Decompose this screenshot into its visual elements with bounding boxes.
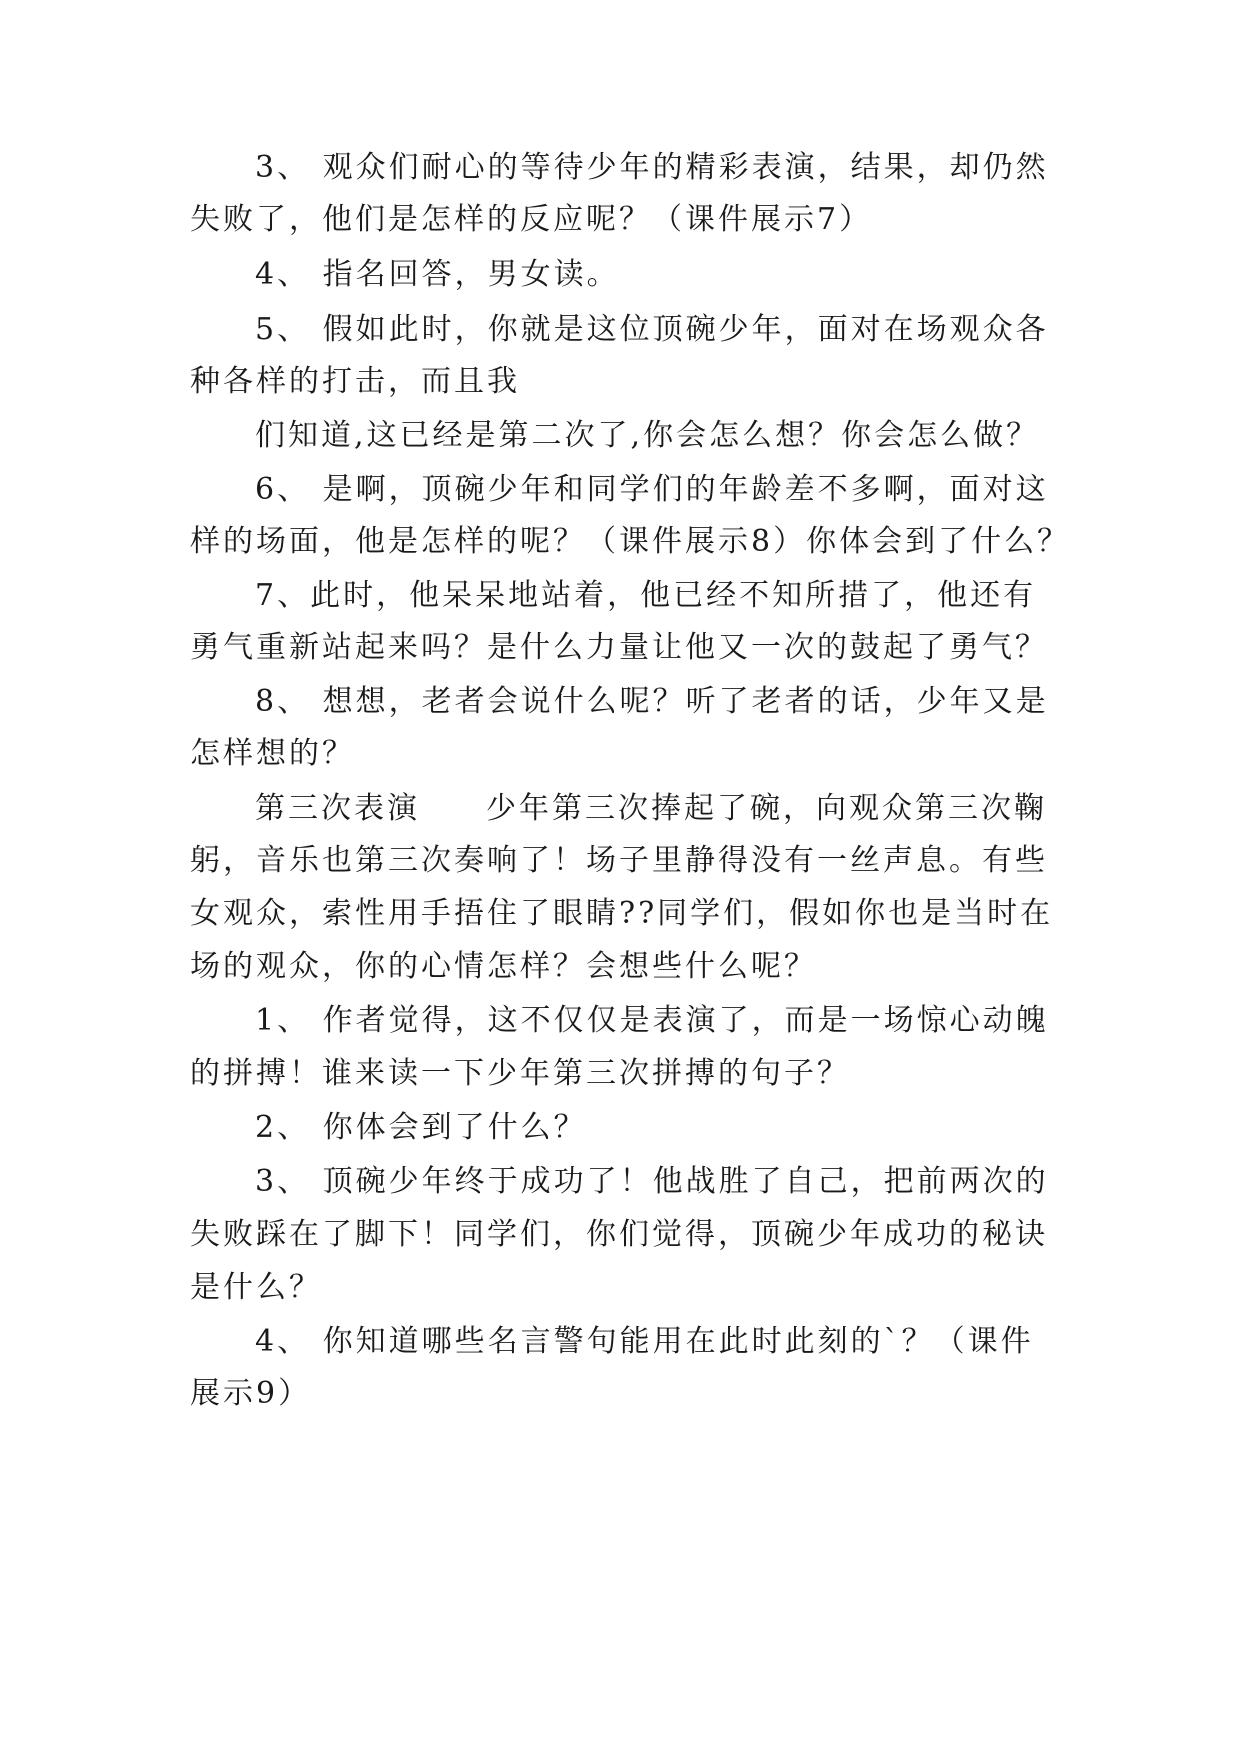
paragraph-line: 女观众，索性用手捂住了眼睛??同学们，假如你也是当时在 [190, 896, 1054, 931]
paragraph-line: 2、 你体会到了什么？ [255, 1110, 587, 1145]
paragraph-line: 3、 观众们耐心的等待少年的精彩表演，结果，却仍然 [255, 150, 1049, 185]
paragraph-line: 们知道,这已经是第二次了,你会怎么想？你会怎么做？ [255, 418, 1040, 453]
paragraph-line: 样的场面，他是怎样的呢？（课件展示8）你体会到了什么？ [190, 524, 1071, 559]
paragraph-line: 7、此时，他呆呆地站着，他已经不知所措了，他还有 [255, 578, 1037, 613]
paragraph-line: 1、 作者觉得，这不仅仅是表演了，而是一场惊心动魄 [255, 1003, 1049, 1038]
paragraph-line: 失败踩在了脚下！同学们，你们觉得，顶碗少年成功的秘诀 [190, 1217, 1048, 1252]
paragraph-line: 勇气重新站起来吗？是什么力量让他又一次的鼓起了勇气？ [190, 630, 1048, 665]
paragraph-line: 4、 你知道哪些名言警句能用在此时此刻的`？（课件 [255, 1324, 1034, 1359]
paragraph-line: 场的观众，你的心情怎样？会想些什么呢？ [190, 949, 817, 984]
paragraph-line: 失败了，他们是怎样的反应呢？（课件展示7） [190, 202, 873, 237]
paragraph-line: 第三次表演 少年第三次捧起了碗，向观众第三次鞠 [255, 791, 1047, 826]
paragraph-line: 怎样想的？ [190, 736, 355, 771]
paragraph-line: 是什么？ [190, 1270, 322, 1305]
paragraph-line: 3、 顶碗少年终于成功了！他战胜了自己，把前两次的 [255, 1164, 1049, 1199]
paragraph-line: 躬，音乐也第三次奏响了！场子里静得没有一丝声息。有些 [190, 843, 1048, 878]
paragraph-line: 的拼搏！谁来读一下少年第三次拼搏的句子？ [190, 1056, 850, 1091]
paragraph-line: 展示9） [190, 1376, 312, 1411]
paragraph-line: 8、 想想，老者会说什么呢？听了老者的话，少年又是 [255, 684, 1049, 719]
paragraph-line: 5、 假如此时，你就是这位顶碗少年，面对在场观众各 [255, 312, 1049, 347]
paragraph-line: 种各样的打击，而且我 [190, 364, 520, 399]
paragraph-line: 4、 指名回答，男女读。 [255, 257, 620, 292]
paragraph-line: 6、 是啊，顶碗少年和同学们的年龄差不多啊，面对这 [255, 472, 1049, 507]
